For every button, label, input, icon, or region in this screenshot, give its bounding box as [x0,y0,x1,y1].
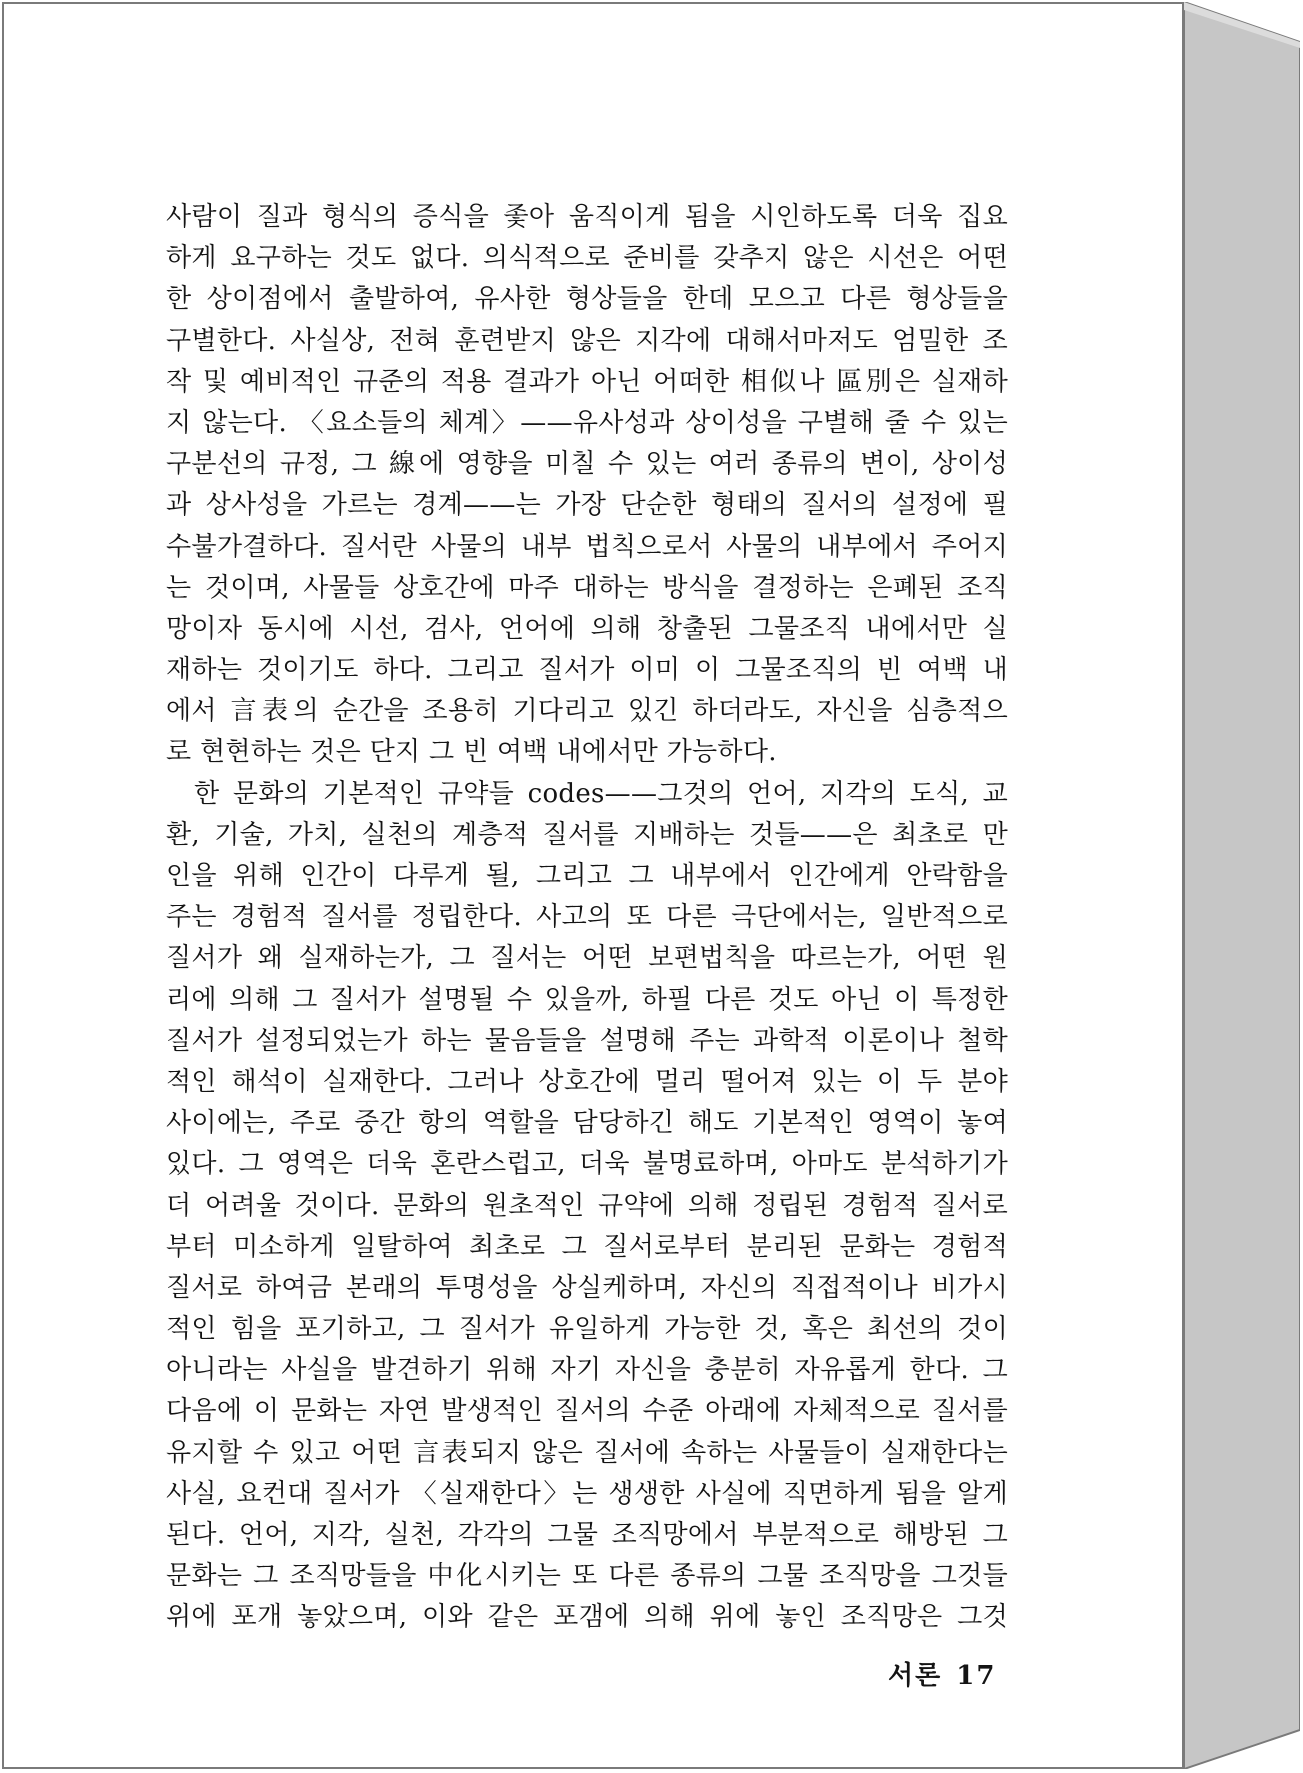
text-line: 적인 해석이 실재한다. 그러나 상호간에 멀리 떨어져 있는 이 두 분야 [166,1066,1008,1097]
text-line: 재하는 것이기도 하다. 그리고 질서가 이미 이 그물조직의 빈 여백 내 [166,655,1008,686]
text-line: 구분선의 규정, 그 線에 영향을 미칠 수 있는 여러 종류의 변이, 상이성 [166,449,1008,480]
text-line: 사이에는, 주로 중간 항의 역할을 담당하긴 해도 기본적인 영역이 놓여 [166,1108,1008,1139]
text-line: 망이자 동시에 시선, 검사, 언어에 의해 창출된 그물조직 내에서만 실 [166,613,1008,644]
book-side-graphic [1184,2,1300,1769]
text-line: 주는 경험적 질서를 정립한다. 사고의 또 다른 극단에서는, 일반적으로 [166,902,1008,933]
text-line: 아니라는 사실을 발견하기 위해 자기 자신을 충분히 자유롭게 한다. 그 [166,1355,1008,1386]
text-line: 환, 기술, 가치, 실천의 계층적 질서를 지배하는 것들——은 최초로 만 [166,819,1008,850]
page-number: 17 [956,1661,997,1691]
text-line: 작 및 예비적인 규준의 적용 결과가 아닌 어떠한 相似나 區別은 실재하 [166,366,1008,397]
text-line: 구별한다. 사실상, 전혀 훈련받지 않은 지각에 대해서마저도 엄밀한 조 [166,325,1008,356]
text-line: 문화는 그 조직망들을 中化시키는 또 다른 종류의 그물 조직망을 그것들 [166,1561,1008,1592]
text-line: 한 상이점에서 출발하여, 유사한 형상들을 한데 모으고 다른 형상들을 [166,284,1008,315]
text-line: 는 것이며, 사물들 상호간에 마주 대하는 방식을 결정하는 은폐된 조직 [166,572,1008,603]
text-line: 지 않는다. 〈요소들의 체계〉——유사성과 상이성을 구별해 줄 수 있는 [166,407,1008,438]
text-line: 부터 미소하게 일탈하여 최초로 그 질서로부터 분리된 문화는 경험적 [166,1231,1008,1262]
text-line: 인을 위해 인간이 다루게 될, 그리고 그 내부에서 인간에게 안락함을 [166,861,1008,891]
text-line: 수불가결하다. 질서란 사물의 내부 법칙으로서 사물의 내부에서 주어지 [166,531,1008,562]
text-line: 사람이 질과 형식의 증식을 좇아 움직이게 됨을 시인하도록 더욱 집요 [166,202,1008,232]
text-line: 더 어려울 것이다. 문화의 원초적인 규약에 의해 정립된 경험적 질서로 [166,1190,1008,1221]
text-line: 질서로 하여금 본래의 투명성을 상실케하며, 자신의 직접적이나 비가시 [166,1272,1008,1303]
running-head: 서론 [888,1661,943,1691]
text-line-paragraph-end: 로 현현하는 것은 단지 그 빈 여백 내에서만 가능하다. [166,737,777,768]
body-text [166,197,1008,1639]
text-line: 위에 포개 놓았으며, 이와 같은 포갬에 의해 위에 놓인 조직망은 그것 [166,1602,1008,1633]
text-line: 질서가 왜 실재하는가, 그 질서는 어떤 보편법칙을 따르는가, 어떤 원 [166,943,1008,974]
page-footer [888,1655,996,1692]
text-line: 질서가 설정되었는가 하는 물음들을 설명해 주는 과학적 이론이나 철학 [166,1025,1008,1056]
text-line: 된다. 언어, 지각, 실천, 각각의 그물 조직망에서 부분적으로 해방된 그 [166,1520,1008,1550]
text-line: 하게 요구하는 것도 없다. 의식적으로 준비를 갖추지 않은 시선은 어떤 [166,243,1008,274]
text-line: 적인 힘을 포기하고, 그 질서가 유일하게 가능한 것, 혹은 최선의 것이 [166,1314,1008,1345]
text-line: 다음에 이 문화는 자연 발생적인 질서의 수준 아래에 자체적으로 질서를 [166,1396,1008,1427]
text-line: 리에 의해 그 질서가 설명될 수 있을까, 하필 다른 것도 아닌 이 특정한 [166,984,1008,1015]
text-line: 과 상사성을 가르는 경계——는 가장 단순한 형태의 질서의 설정에 필 [166,490,1008,521]
book-side-edge [1184,2,1300,1769]
text-line: 사실, 요컨대 질서가 〈실재한다〉는 생생한 사실에 직면하게 됨을 알게 [166,1478,1008,1509]
text-line: 에서 言表의 순간을 조용히 기다리고 있긴 하더라도, 자신을 심층적으 [166,696,1008,727]
text-line-paragraph-start: 한 문화의 기본적인 규약들 codes——그것의 언어, 지각의 도식, 교 [194,778,1008,809]
text-line: 유지할 수 있고 어떤 言表되지 않은 질서에 속하는 사물들이 실재한다는 [166,1437,1008,1468]
text-line: 있다. 그 영역은 더욱 혼란스럽고, 더욱 불명료하며, 아마도 분석하기가 [166,1149,1008,1180]
